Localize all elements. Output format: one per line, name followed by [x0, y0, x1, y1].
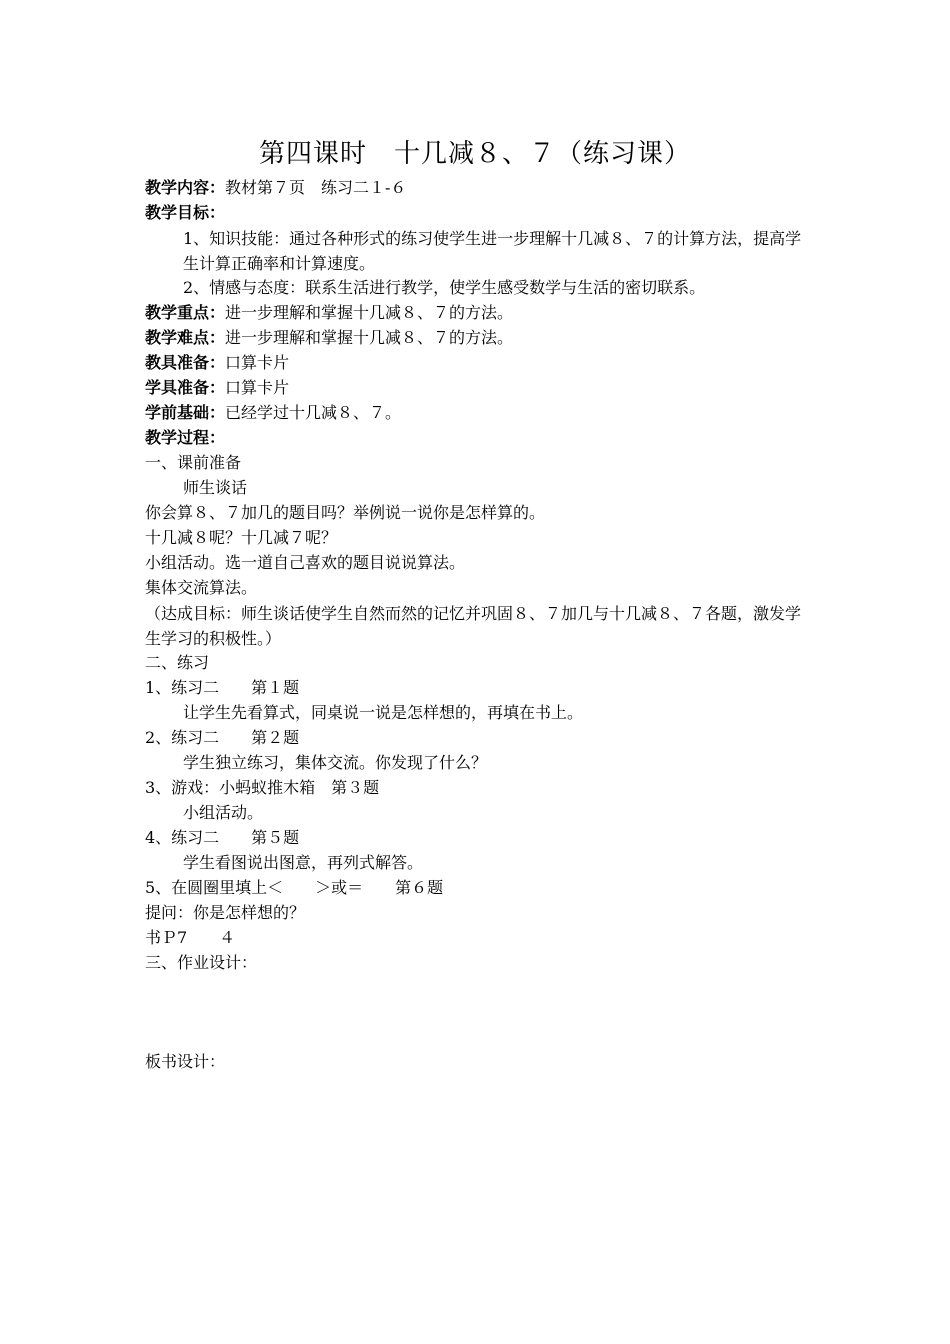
exercise-2: 2、练习二 第２题 [145, 728, 300, 747]
page-title: 第四课时 十几减８、７（练习课） [258, 139, 691, 169]
teacher-tools-text: 口算卡片 [225, 353, 290, 372]
question-line: 提问：你是怎样想的？ [145, 903, 306, 922]
key-point-label: 教学重点： [145, 303, 226, 322]
objectives-label: 教学目标： [145, 203, 226, 222]
section1-line-4: 集体交流算法。 [145, 578, 258, 597]
exercise-3: 3、游戏：小蚂蚁推木箱 第３题 [145, 778, 380, 797]
exercise-2-detail: 学生独立练习，集体交流。你发现了什么？ [183, 753, 488, 772]
section2-heading: 二、练习 [145, 653, 210, 672]
student-tools-row [145, 378, 289, 398]
content-label: 教学内容： [145, 178, 226, 197]
teacher-tools-row [145, 353, 289, 373]
objective-item-1 [145, 226, 810, 276]
exercise-1-detail: 让学生先看算式，同桌说一说是怎样想的，再填在书上。 [183, 703, 584, 722]
exercise-3-detail: 小组活动。 [183, 803, 264, 822]
exercise-5: 5、在圆圈里填上＜ ＞或＝ 第６题 [145, 878, 444, 897]
section1-line-2: 十几减８呢？十几减７呢？ [145, 528, 338, 547]
difficulty-row [145, 328, 513, 348]
exercise-4: 4、练习二 第５题 [145, 828, 300, 847]
student-tools-text: 口算卡片 [225, 378, 290, 397]
teacher-tools-label: 教具准备： [145, 353, 226, 372]
section1-sub: 师生谈话 [183, 478, 248, 497]
objective-item-1-text: 1、知识技能：通过各种形式的练习使学生进一步理解十几减８、７的计算方法，提高学生计算正确率和计算速度。 [183, 229, 802, 273]
objective-item-2: 2、情感与态度：联系生活进行教学，使学生感受数学与生活的密切联系。 [183, 278, 706, 297]
key-point-text: 进一步理解和掌握十几减８、７的方法。 [225, 303, 514, 322]
content-text: 教材第７页 练习二１-６ [225, 178, 407, 197]
foundation-label: 学前基础： [145, 403, 226, 422]
book-line: 书Ｐ7 ４ [145, 928, 236, 947]
section1-line-3: 小组活动。选一道自己喜欢的题目说说算法。 [145, 553, 466, 572]
foundation-row [145, 403, 401, 423]
section1-goal: （达成目标：师生谈话使学生自然而然的记忆并巩固８、７加几与十几减８、７各题，激发学生学习的积极性。） [145, 604, 802, 648]
difficulty-label: 教学难点： [145, 328, 226, 347]
process-label: 教学过程： [145, 428, 226, 447]
key-point-row [145, 303, 513, 323]
section1-heading: 一、课前准备 [145, 453, 242, 472]
section1-line-1: 你会算８、７加几的题目吗？举例说一说你是怎样算的。 [145, 503, 546, 522]
student-tools-label: 学具准备： [145, 378, 226, 397]
exercise-4-detail: 学生看图说出图意，再列式解答。 [183, 853, 424, 872]
foundation-text: 已经学过十几减８、７。 [225, 403, 402, 422]
exercise-1: 1、练习二 第１题 [145, 678, 300, 697]
section3-heading: 三、作业设计： [145, 953, 258, 972]
content-row [145, 178, 406, 198]
board-heading: 板书设计： [145, 1052, 226, 1071]
difficulty-text: 进一步理解和掌握十几减８、７的方法。 [225, 328, 514, 347]
